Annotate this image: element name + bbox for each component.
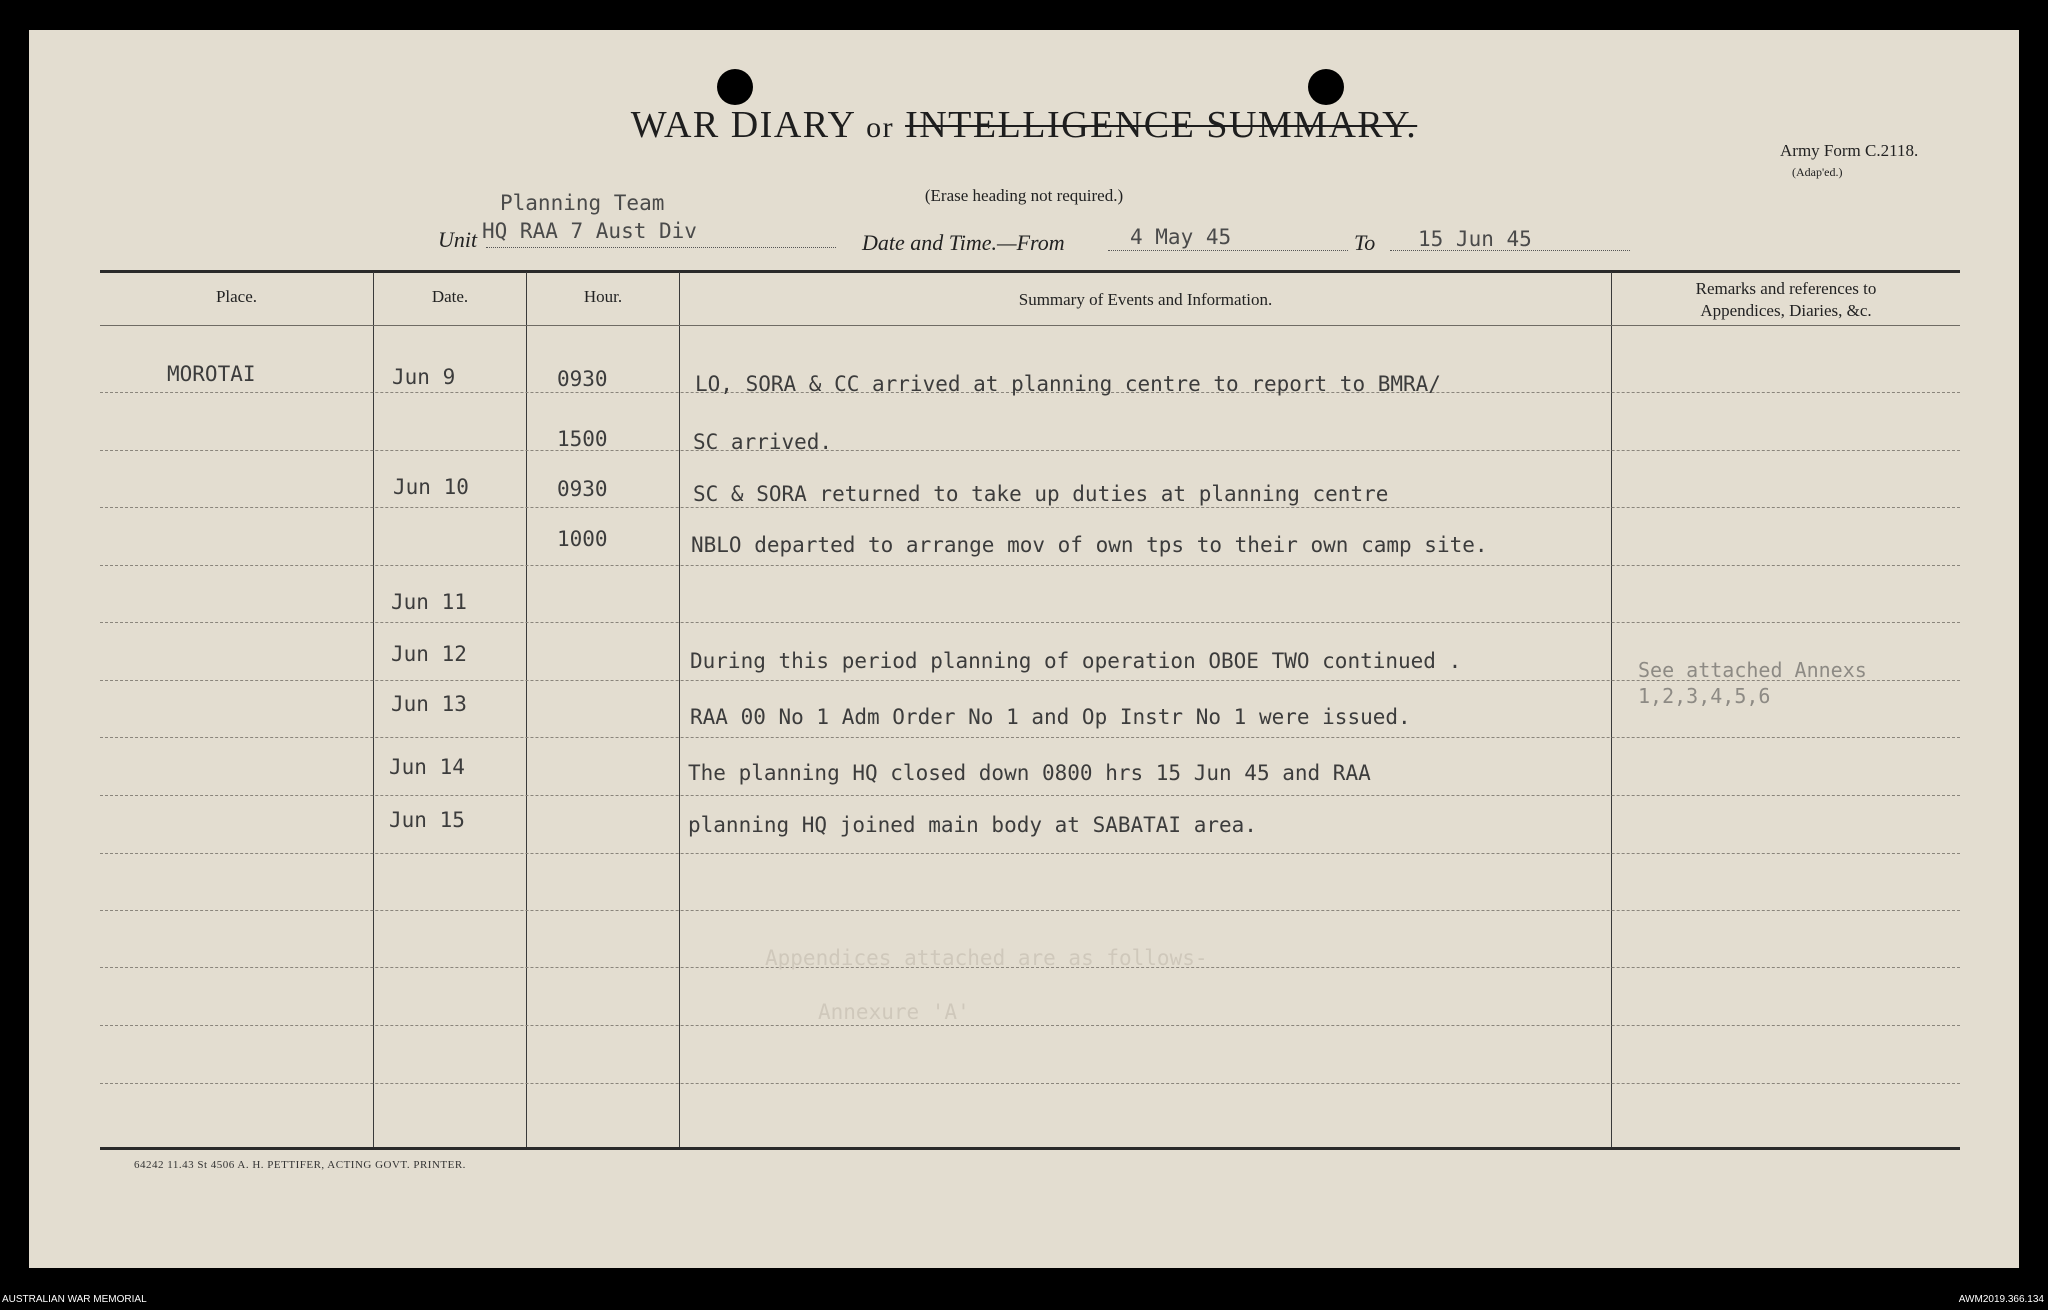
footer-archive-name: AUSTRALIAN WAR MEMORIAL xyxy=(2,1294,147,1305)
ruled-line xyxy=(100,1025,1960,1026)
header-summary: Summary of Events and Information. xyxy=(1018,290,1273,309)
date-to-value: 15 Jun 45 xyxy=(1418,227,1532,251)
ruled-line xyxy=(100,853,1960,854)
header-date: Date. xyxy=(431,287,469,306)
header-remarks-1: Remarks and references to xyxy=(1695,279,1877,298)
entry-text: SC arrived. xyxy=(693,430,833,454)
title-main: WAR DIARY xyxy=(630,104,856,146)
unit-line-1: Planning Team xyxy=(500,191,665,215)
faint-offset-text-2: Annexure 'A' xyxy=(818,1000,970,1024)
column-divider-place xyxy=(373,272,374,1147)
faint-offset-text-1: Appendices attached are as follows- xyxy=(765,946,1208,970)
date-to-label: To xyxy=(1354,230,1376,255)
column-divider-date xyxy=(526,272,527,1147)
date-from-value: 4 May 45 xyxy=(1130,225,1232,249)
ruled-line xyxy=(100,795,1960,796)
entry-text: The planning HQ closed down 0800 hrs 15 Jun 45 and RAA xyxy=(688,761,1371,785)
entry-text: SC & SORA returned to take up duties at planning centre xyxy=(693,482,1389,506)
form-title xyxy=(0,103,2048,147)
date-from-label: Date and Time.—From xyxy=(862,230,1065,255)
unit-line-2: HQ RAA 7 Aust Div xyxy=(482,219,697,243)
entry-date: Jun 11 xyxy=(391,590,467,614)
ruled-line xyxy=(100,507,1960,508)
entry-text: RAA 00 No 1 Adm Order No 1 and Op Instr No 1 were issued. xyxy=(690,705,1411,729)
header-hour: Hour. xyxy=(583,287,623,306)
column-divider-summary xyxy=(1611,272,1612,1147)
form-number: Army Form C.2118. xyxy=(1780,141,1919,160)
table-bottom-border xyxy=(100,1147,1960,1150)
entry-hour: 1500 xyxy=(557,427,608,451)
entry-date: Jun 13 xyxy=(391,692,467,716)
entry-text: LO, SORA & CC arrived at planning centre to report to BMRA/ xyxy=(695,372,1441,396)
form-subtitle: (Erase heading not required.) xyxy=(924,186,1124,205)
entry-date: Jun 15 xyxy=(389,808,465,832)
header-rule xyxy=(100,325,1960,326)
ruled-line xyxy=(100,910,1960,911)
remarks-annex-line-2: 1,2,3,4,5,6 xyxy=(1638,684,1771,708)
remarks-annex-line-1: See attached Annexs xyxy=(1638,658,1867,682)
ruled-line xyxy=(100,622,1960,623)
entry-hour: 0930 xyxy=(557,367,608,391)
punch-hole-right xyxy=(1308,69,1344,105)
title-struck: INTELLIGENCE SUMMARY. xyxy=(905,104,1418,146)
footer-archive-id: AWM2019.366.134 xyxy=(1958,1294,2044,1305)
entry-date: Jun 12 xyxy=(391,642,467,666)
entry-hour: 0930 xyxy=(557,477,608,501)
header-remarks-2: Appendices, Diaries, &c. xyxy=(1700,301,1872,320)
printer-imprint: 64242 11.43 St 4506 A. H. PETTIFER, ACTING GOVT. PRINTER. xyxy=(134,1159,466,1171)
date-to-underline xyxy=(1390,250,1630,251)
entry-text: During this period planning of operation OBOE TWO continued . xyxy=(690,649,1462,673)
column-divider-hour xyxy=(679,272,680,1147)
entry-text: NBLO departed to arrange mov of own tps to their own camp site. xyxy=(691,533,1488,557)
form-adapted-note: (Adap'ed.) xyxy=(1792,165,1843,179)
table-top-border xyxy=(100,270,1960,273)
entry-text: planning HQ joined main body at SABATAI area. xyxy=(688,813,1257,837)
date-from-underline xyxy=(1108,250,1348,251)
title-or: or xyxy=(866,111,895,144)
header-place: Place. xyxy=(215,287,258,306)
ruled-line xyxy=(100,450,1960,451)
ruled-line xyxy=(100,737,1960,738)
ruled-line xyxy=(100,1083,1960,1084)
unit-label: Unit xyxy=(438,227,478,252)
entry-place: MOROTAI xyxy=(167,362,256,386)
entry-date: Jun 10 xyxy=(393,475,469,499)
entry-date: Jun 9 xyxy=(392,365,456,389)
unit-underline xyxy=(486,247,836,248)
punch-hole-left xyxy=(717,69,753,105)
entry-date: Jun 14 xyxy=(389,755,465,779)
ruled-line xyxy=(100,565,1960,566)
entry-hour: 1000 xyxy=(557,527,608,551)
